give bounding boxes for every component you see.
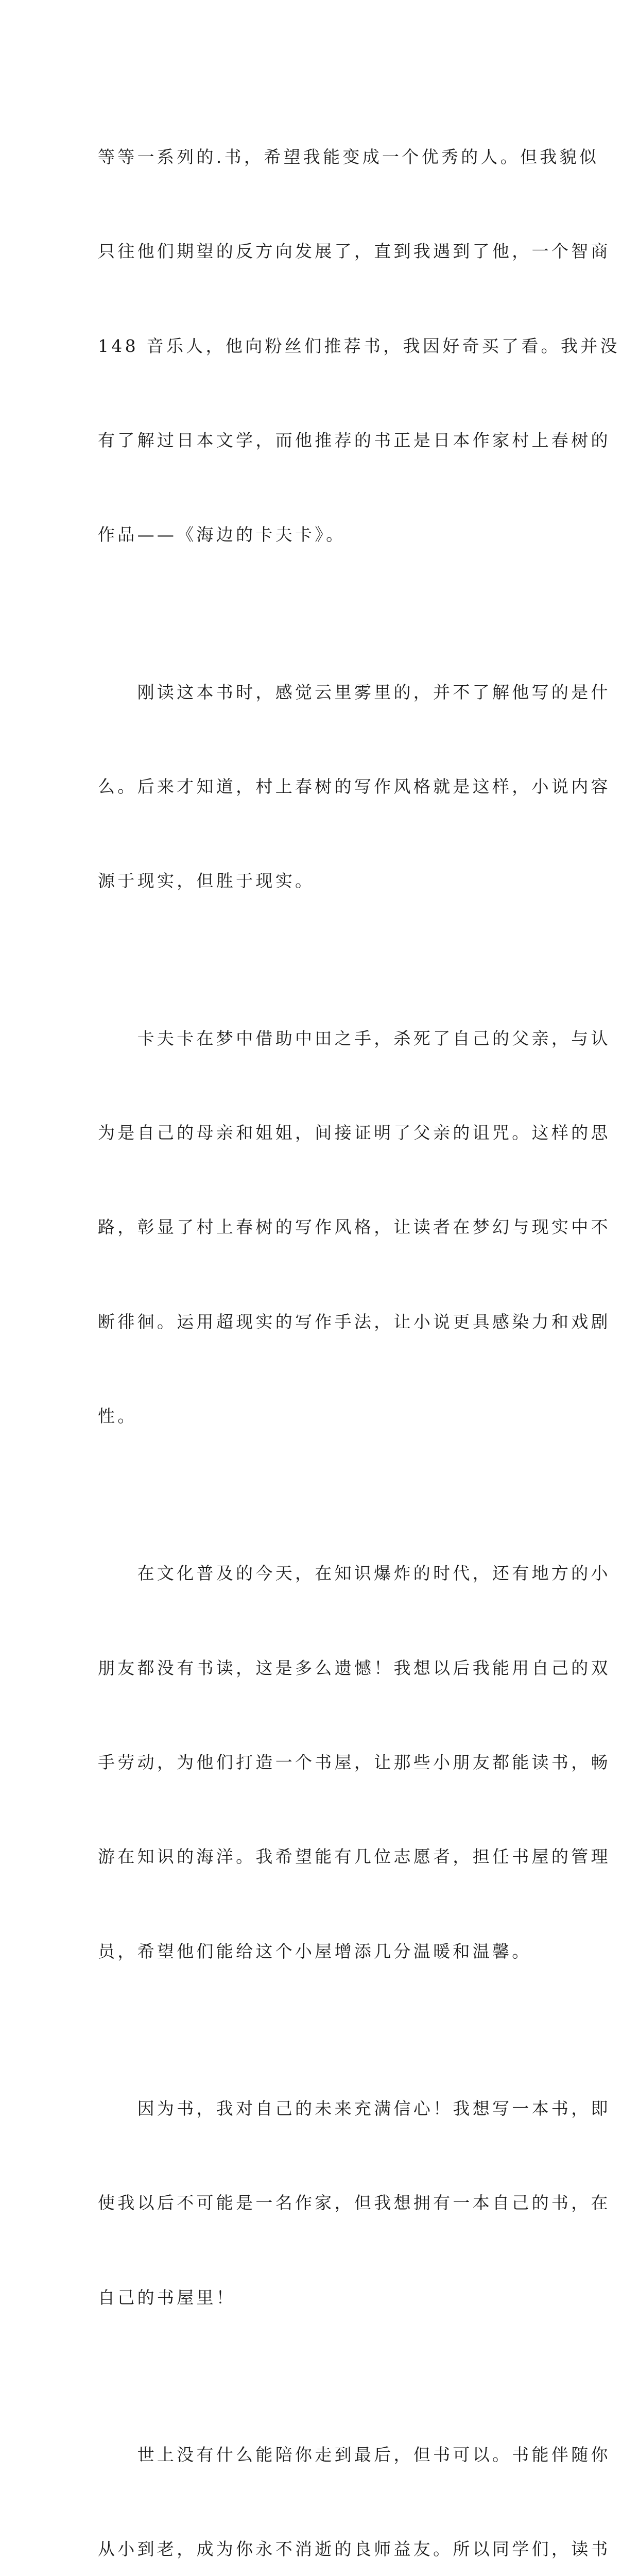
text-line: 在文化普及的今天，在知识爆炸的时代，还有地方的小 (98, 1563, 611, 1584)
text-line: 等等一系列的.书，希望我能变成一个优秀的人。但我貌似 (98, 147, 599, 167)
text-line: 有了解过日本文学，而他推荐的书正是日本作家村上春树的 (98, 430, 611, 451)
text-line: 源于现实，但胜于现实。 (98, 871, 315, 891)
text-line: 路，彰显了村上春树的写作风格，让读者在梦幻与现实中不 (98, 1217, 611, 1238)
text-line: 卡夫卡在梦中借助中田之手，杀死了自己的父亲，与认 (98, 1028, 611, 1048)
text-line: 朋友都没有书读，这是多么遗憾！我想以后我能用自己的双 (98, 1657, 611, 1678)
paragraph-6 (98, 2376, 611, 2576)
text-line: 员，希望他们能给这个小屋增添几分温暖和温馨。 (98, 1941, 532, 1961)
body-text (98, 78, 620, 2576)
text-line: 么。后来才知道，村上春树的写作风格就是这样，小说内容 (98, 776, 611, 797)
text-line: 断徘徊。运用超现实的写作手法，让小说更具感染力和戏剧 (98, 1311, 611, 1332)
text-line: 世上没有什么能陪你走到最后，但书可以。书能伴随你 (98, 2445, 611, 2465)
paragraph-1 (98, 78, 620, 614)
text-line: 自己的书屋里！ (98, 2287, 236, 2308)
paragraph-5 (98, 2030, 611, 2376)
text-line: 为是自己的母亲和姐姐，间接证明了父亲的诅咒。这样的思 (98, 1123, 611, 1143)
text-line: 刚读这本书时，感觉云里雾里的，并不了解他写的是什 (98, 682, 611, 702)
paragraph-4 (98, 1495, 611, 2030)
text-line: 作品——《海边的卡夫卡》。 (98, 524, 346, 545)
text-line: 148 音乐人，他向粉丝们推荐书，我因好奇买了看。我并没 (98, 335, 620, 356)
paragraph-2 (98, 614, 611, 960)
text-line: 性。 (98, 1405, 137, 1426)
text-line: 游在知识的海洋。我希望能有几位志愿者，担任书屋的管理 (98, 1846, 611, 1867)
text-line: 手劳动，为他们打造一个书屋，让那些小朋友都能读书，畅 (98, 1752, 611, 1772)
text-line: 因为书，我对自己的未来充满信心！我想写一本书，即 (98, 2098, 611, 2119)
paragraph-3 (98, 960, 611, 1495)
text-line: 使我以后不可能是一名作家，但我想拥有一本自己的书，在 (98, 2193, 611, 2213)
text-line: 从小到老，成为你永不消逝的良师益友。所以同学们，读书 (98, 2539, 611, 2560)
text-line: 只往他们期望的反方向发展了，直到我遇到了他，一个智商 (98, 241, 611, 262)
